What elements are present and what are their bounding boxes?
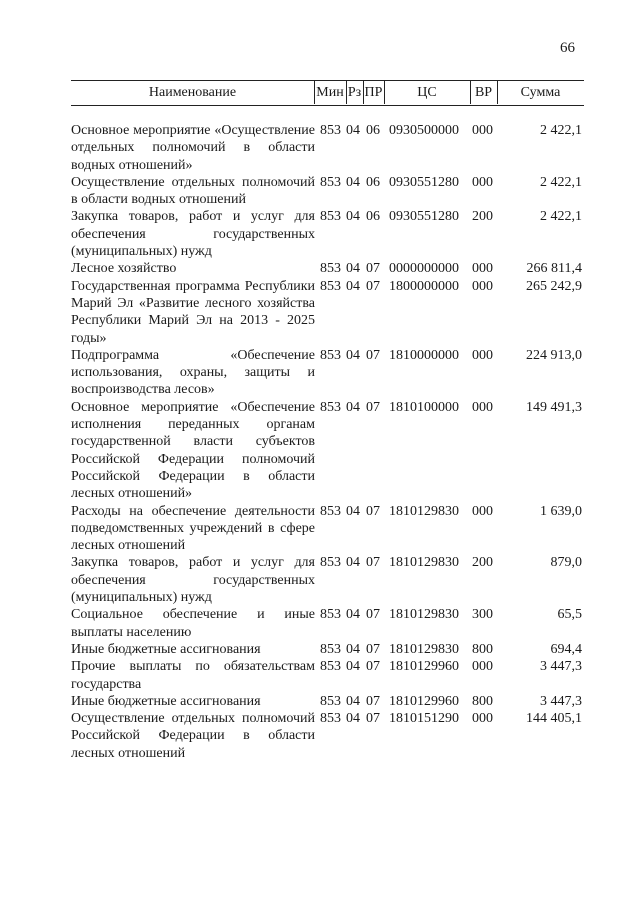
header-cs: ЦС	[417, 85, 437, 100]
row-pr: 07	[366, 693, 380, 709]
row-cs: 1810129830	[389, 555, 459, 571]
table-header	[71, 80, 584, 106]
row-vr: 200	[472, 209, 493, 225]
table-row	[0, 503, 639, 555]
row-name: Лесное хозяйство	[71, 261, 177, 277]
row-sum: 224 913,0	[526, 347, 582, 363]
row-min: 853	[320, 347, 341, 363]
row-sum: 694,4	[550, 641, 582, 657]
table-row	[0, 399, 639, 503]
header-divider	[363, 80, 364, 104]
table-row	[0, 278, 639, 347]
header-divider	[497, 80, 498, 104]
header-name: Наименование	[148, 85, 237, 100]
row-rz: 04	[346, 278, 360, 294]
row-min: 853	[320, 174, 341, 190]
row-rz: 04	[346, 693, 360, 709]
row-name: Прочие выплаты по обязательствам государства	[71, 659, 315, 692]
row-pr: 07	[366, 347, 380, 363]
row-cs: 1810151290	[389, 711, 459, 727]
row-vr: 000	[472, 174, 493, 190]
row-cs: 0000000000	[389, 261, 459, 277]
row-cs: 1810129830	[389, 607, 459, 623]
row-pr: 07	[366, 555, 380, 571]
row-vr: 000	[472, 399, 493, 415]
row-vr: 200	[472, 555, 493, 571]
row-rz: 04	[346, 123, 360, 138]
row-min: 853	[320, 503, 341, 519]
row-name: Иные бюджетные ассигнования	[71, 693, 261, 709]
row-cs: 1810000000	[389, 347, 459, 363]
header-divider	[346, 80, 347, 104]
table-row	[0, 710, 639, 762]
row-pr: 07	[366, 659, 380, 675]
row-vr: 300	[472, 607, 493, 623]
row-sum: 2 422,1	[540, 174, 582, 190]
row-vr: 800	[472, 693, 493, 709]
table-row	[0, 260, 639, 277]
header-rz: Рз	[347, 85, 362, 100]
row-sum: 266 811,4	[526, 261, 582, 277]
row-vr: 000	[472, 278, 493, 294]
row-rz: 04	[346, 209, 360, 225]
row-pr: 07	[366, 641, 380, 657]
page-number: 66	[560, 40, 575, 56]
table-row	[0, 658, 639, 693]
row-pr: 06	[366, 123, 380, 138]
header-sum: Сумма	[520, 85, 561, 100]
row-vr: 000	[472, 503, 493, 519]
table-row	[0, 122, 639, 174]
row-min: 853	[320, 209, 341, 225]
row-min: 853	[320, 278, 341, 294]
table-body	[0, 122, 639, 762]
row-rz: 04	[346, 641, 360, 657]
row-sum: 144 405,1	[526, 711, 582, 727]
table-row	[0, 606, 639, 641]
table-row	[0, 208, 639, 260]
table-row	[0, 641, 639, 658]
row-sum: 65,5	[557, 607, 582, 623]
row-sum: 2 422,1	[540, 123, 582, 138]
row-cs: 0930551280	[389, 209, 459, 225]
row-cs: 1810129830	[389, 641, 459, 657]
row-sum: 879,0	[550, 555, 582, 571]
row-name: Закупка товаров, работ и услуг для обеспечения государственных (муниципальных) нужд	[71, 555, 315, 606]
row-sum: 3 447,3	[540, 659, 582, 675]
row-rz: 04	[346, 347, 360, 363]
row-vr: 800	[472, 641, 493, 657]
row-min: 853	[320, 261, 341, 277]
row-min: 853	[320, 693, 341, 709]
row-min: 853	[320, 399, 341, 415]
header-divider	[384, 80, 385, 104]
row-pr: 07	[366, 711, 380, 727]
header-divider	[314, 80, 315, 104]
row-name: Иные бюджетные ассигнования	[71, 641, 261, 657]
row-name: Основное мероприятие «Осуществление отдельных полномочий в области водных отношений»	[71, 123, 315, 173]
row-sum: 265 242,9	[526, 278, 582, 294]
header-pr: ПР	[364, 85, 383, 100]
row-vr: 000	[472, 711, 493, 727]
row-sum: 149 491,3	[526, 399, 582, 415]
row-min: 853	[320, 641, 341, 657]
row-sum: 1 639,0	[540, 503, 582, 519]
row-min: 853	[320, 555, 341, 571]
row-pr: 06	[366, 209, 380, 225]
row-cs: 1810129960	[389, 693, 459, 709]
row-rz: 04	[346, 503, 360, 519]
header-divider	[470, 80, 471, 104]
row-vr: 000	[472, 123, 493, 138]
row-name: Основное мероприятие «Обеспечение исполнения переданных органам государственной власти субъектов Российской Федерации полномочий Российской Федерации в области лесных отношений»	[71, 399, 315, 502]
row-cs: 1800000000	[389, 278, 459, 294]
row-vr: 000	[472, 261, 493, 277]
row-name: Социальное обеспечение и иные выплаты населению	[71, 607, 315, 640]
row-rz: 04	[346, 174, 360, 190]
row-cs: 1810100000	[389, 399, 459, 415]
row-name: Подпрограмма «Обеспечение использования, охраны, защиты и воспроизводства лесов»	[71, 347, 315, 398]
row-name: Государственная программа Республики Марий Эл «Развитие лесного хозяйства Республики Марий Эл на 2013 - 2025 годы»	[71, 278, 315, 346]
row-name: Закупка товаров, работ и услуг для обеспечения государственных (муниципальных) нужд	[71, 209, 315, 260]
row-rz: 04	[346, 711, 360, 727]
header-vr: ВР	[474, 85, 493, 100]
row-min: 853	[320, 711, 341, 727]
row-rz: 04	[346, 607, 360, 623]
header-min: Мин	[316, 85, 344, 100]
row-rz: 04	[346, 261, 360, 277]
row-min: 853	[320, 607, 341, 623]
row-name: Осуществление отдельных полномочий в области водных отношений	[71, 174, 315, 208]
row-cs: 0930551280	[389, 174, 459, 190]
row-pr: 07	[366, 399, 380, 415]
table-row	[0, 693, 639, 710]
row-sum: 2 422,1	[540, 209, 582, 225]
row-rz: 04	[346, 555, 360, 571]
row-vr: 000	[472, 347, 493, 363]
row-pr: 07	[366, 503, 380, 519]
table-row	[0, 347, 639, 399]
row-name: Осуществление отдельных полномочий Российской Федерации в области лесных отношений	[71, 711, 315, 761]
row-min: 853	[320, 123, 341, 138]
row-rz: 04	[346, 399, 360, 415]
row-pr: 07	[366, 261, 380, 277]
row-rz: 04	[346, 659, 360, 675]
row-vr: 000	[472, 659, 493, 675]
row-pr: 06	[366, 174, 380, 190]
table-row	[0, 174, 639, 209]
table-row	[0, 554, 639, 606]
row-sum: 3 447,3	[540, 693, 582, 709]
row-cs: 0930500000	[389, 123, 459, 138]
row-min: 853	[320, 659, 341, 675]
row-pr: 07	[366, 607, 380, 623]
row-pr: 07	[366, 278, 380, 294]
row-cs: 1810129830	[389, 503, 459, 519]
row-name: Расходы на обеспечение деятельности подведомственных учреждений в сфере лесных отношений	[71, 503, 315, 554]
row-cs: 1810129960	[389, 659, 459, 675]
